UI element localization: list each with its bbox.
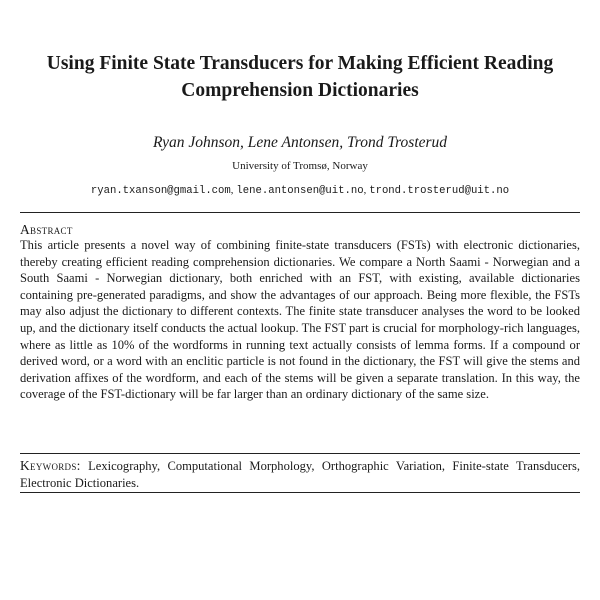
email-3: trond.trosterud@uit.no bbox=[369, 185, 510, 197]
divider-top bbox=[20, 212, 580, 213]
paper-title bbox=[0, 50, 600, 104]
abstract-heading: Abstract bbox=[20, 222, 73, 237]
affiliation: University of Tromsø, Norway bbox=[232, 160, 368, 172]
author-list: Ryan Johnson, Lene Antonsen, Trond Trosterud bbox=[152, 134, 448, 151]
title-line-1: Using Finite State Transducers for Making Efficient Reading bbox=[46, 53, 554, 74]
divider-middle bbox=[20, 453, 580, 454]
keywords-block bbox=[20, 457, 580, 492]
email-separator: , bbox=[363, 185, 367, 196]
keywords-label: Keywords: bbox=[20, 458, 81, 473]
abstract-text: This article presents a novel way of combining finite-state transducers (FSTs) with electronic dictionaries, thereby creating efficient reading comprehension dictionaries. We compare a North Saami - Norwegian and a South Saami - Norwegian dictionary, both enriched with an FST, with existing, available dictionaries containing pre-generated paradigms, and show the advantages of our approach. Being more flexible, the FSTs may also adjust the dictionary to different contexts. The finite state transducer analyses the word to be looked up, and the dictionary itself conducts the actual lookup. The FST part is crucial for morphology-rich languages, where as little as 10% of the wordforms in running text actually consists of lemma forms. If a compound or derived word, or a word with an enclitic particle is not found in the dictionary, the FST will give the stems and derivation affixes of the wordform, and each of the stems will be given a separate translation. In this way, the coverage of the FST-dictionary will be far larger than an ordinary dictionary of the same size. bbox=[20, 238, 580, 402]
email-1: ryan.txanson@gmail.com bbox=[90, 185, 231, 197]
keywords-text: Lexicography, Computational Morphology, Orthographic Variation, Finite-state Transducers, Electronic Dictionaries. bbox=[20, 459, 581, 490]
email-separator: , bbox=[230, 185, 234, 196]
title-line-2: Comprehension Dictionaries bbox=[181, 80, 419, 101]
email-2: lene.antonsen@uit.no bbox=[236, 185, 364, 197]
author-emails bbox=[0, 184, 600, 198]
divider-bottom bbox=[20, 492, 580, 493]
